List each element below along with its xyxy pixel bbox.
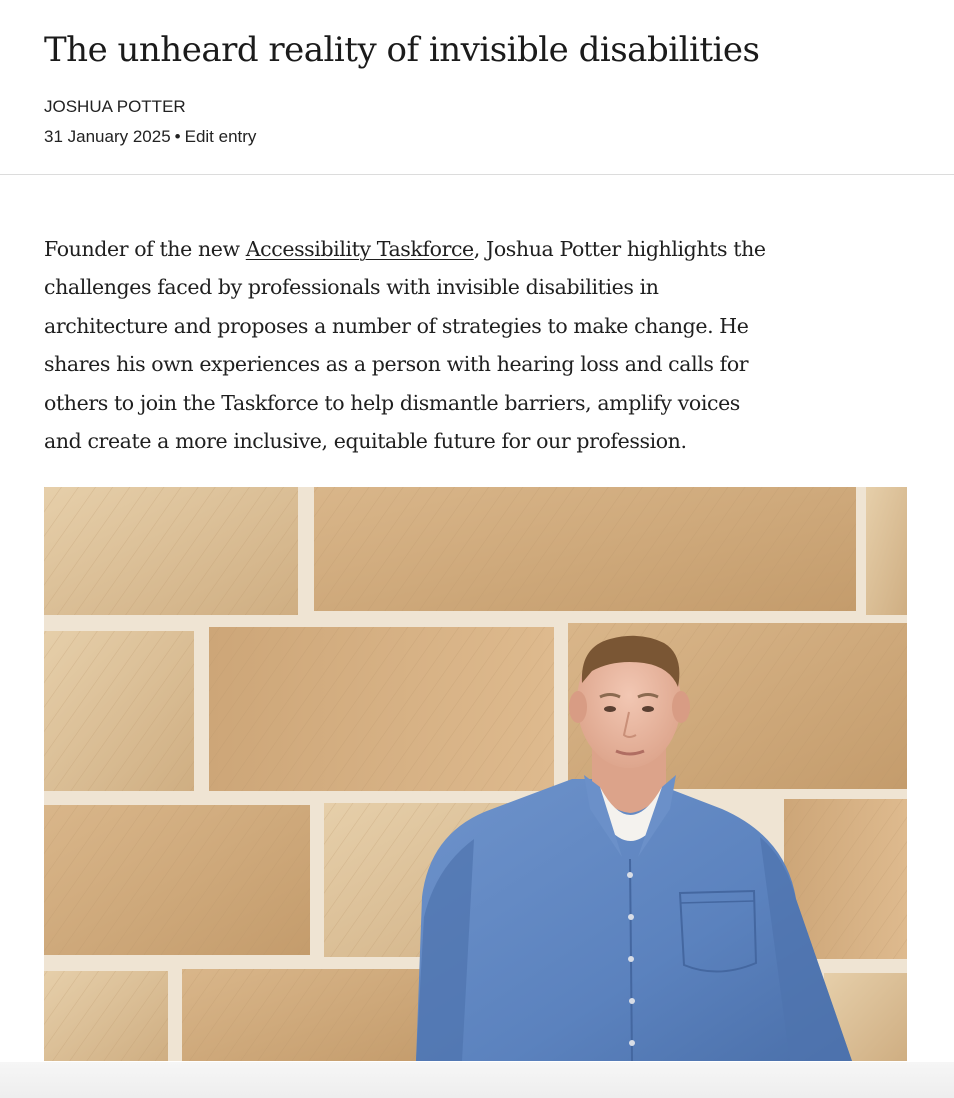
edit-entry-link[interactable]: Edit entry	[184, 127, 257, 146]
intro-text: , Joshua Potter highlights the	[473, 237, 766, 261]
article-intro	[44, 230, 914, 460]
intro-text: Founder of the new	[44, 237, 246, 261]
article-author[interactable]: JOSHUA POTTER	[44, 97, 186, 116]
article-meta	[44, 127, 256, 147]
portrait-illustration	[44, 487, 907, 1061]
meta-separator: •	[174, 127, 181, 146]
article-date: 31 January 2025	[44, 127, 171, 146]
article-title: The unheard reality of invisible disabilities	[44, 30, 760, 70]
bottom-fade	[0, 1062, 954, 1098]
intro-line: shares his own experiences as a person with hearing loss and calls for	[44, 352, 749, 377]
intro-line	[44, 230, 914, 268]
article-header	[0, 0, 954, 175]
portrait-photo	[44, 487, 907, 1061]
accessibility-taskforce-link[interactable]: Accessibility Taskforce	[245, 237, 474, 261]
intro-line: challenges faced by professionals with invisible disabilities in	[44, 275, 659, 300]
intro-line: and create a more inclusive, equitable future for our profession.	[44, 429, 687, 454]
intro-line: architecture and proposes a number of strategies to make change. He	[44, 313, 749, 338]
intro-line: others to join the Taskforce to help dismantle barriers, amplify voices	[44, 390, 740, 415]
